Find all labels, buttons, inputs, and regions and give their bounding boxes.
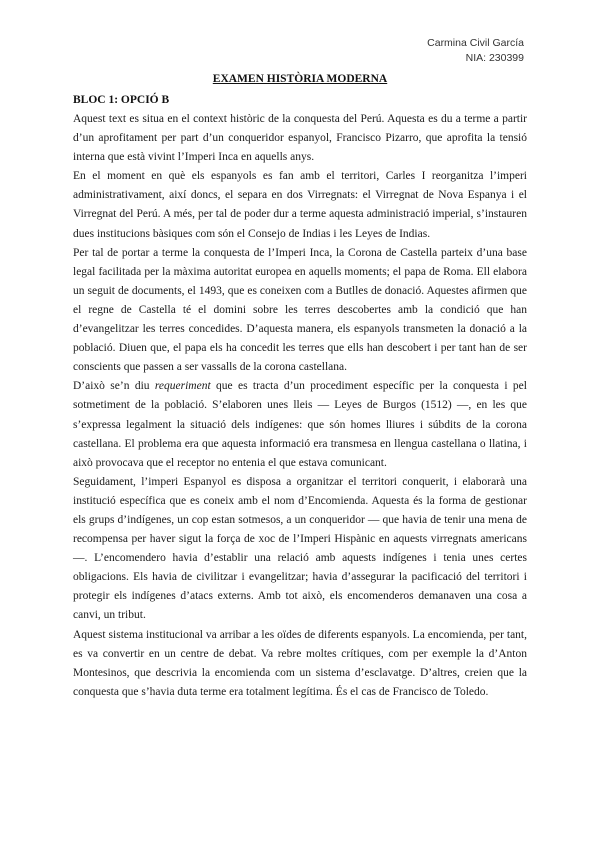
document-title: EXAMEN HISTÒRIA MODERNA xyxy=(212,73,388,85)
paragraph-4-start: D’això se’n diu xyxy=(73,380,155,393)
document-body xyxy=(73,110,527,702)
paragraph-2: En el moment en què els espanyols es fan amb el territori, Carles I reorganitza l’imperi administrativament, així doncs, el separa en dos Virregnats: el Virregnat de Nova Espanya i el Virregnat del Perú. A més, per tal de poder dur a terme aquesta administració imperial, s’instauren dues institucions bàsiques com són el Consejo de Indias i les Leyes de Indias. xyxy=(73,170,527,240)
paragraph-4-rest: que es tracta d’un procediment específic per la conquesta i pel sotmetiment de la població. S’elaboren unes lleis — Leyes de Burgos (1512) —, en les que s’expressa legalment la situació dels indígenes: que són homes lliures i súbdits de la corona castellana. El problema era que aquesta informació era transmesa en llengua castellana o llatina, i això provocava que el receptor no entenia el que estava comunicant. xyxy=(73,380,527,469)
paragraph-4 xyxy=(73,377,527,472)
italic-term: requeriment xyxy=(154,380,211,393)
author-header xyxy=(427,36,524,66)
paragraph-5: Seguidament, l’imperi Espanyol es disposa a organitzar el territori conquerit, i elaborarà una institució específica que es coneix amb el nom d’Encomienda. Aquesta és la forma de gestionar els grups d’indígenes, un cop estan sotmesos, a un conqueridor — que havia de tenir una mena de recompensa per haver sigut la força de xoc de l’Imperi Hispànic en aquests virregnats americans—. L’encomendero havia d’establir una relació amb aquests indígenes i tenia unes certes obligacions. Els havia de civilitzar i evangelitzar; havia d’assegurar la pacificació del territori i protegir els indígenes d’atacs externs. Amb tot això, els encomenderos demanaven una cosa a canvi, un tribut. xyxy=(73,475,527,622)
paragraph-6: Aquest sistema institucional va arribar a les oïdes de diferents espanyols. La encomienda, per tant, es va convertir en un centre de debat. Va rebre moltes crítiques, com per exemple la d’Anton Montesinos, que descrivia la encomienda com un sistema d’esclavatge. D’altres, creien que la conquesta que s’havia duta terme era totalment legítima. És el cas de Francisco de Toledo. xyxy=(73,628,527,698)
student-id: NIA: 230399 xyxy=(465,52,524,64)
author-name: Carmina Civil García xyxy=(427,37,524,49)
section-heading: BLOC 1: OPCIÓ B xyxy=(73,94,170,106)
paragraph-1: Aquest text es situa en el context històric de la conquesta del Perú. Aquesta es du a terme a partir d’un aprofitament per part d’un conqueridor espanyol, Francisco Pizarro, que aprofita la tensió interna que està vivint l’Imperi Inca en aquells anys. xyxy=(73,113,527,164)
paragraph-3: Per tal de portar a terme la conquesta de l’Imperi Inca, la Corona de Castella parteix d’una base legal facilitada per la màxima autoritat europea en aquells moments; el papa de Roma. Ell elabora un seguit de documents, el 1493, que es coneixen com a Butlles de donació. Aquestes afirmen que el regne de Castella té el domini sobre les terres descobertes amb la condició que han d’evangelitzar les terres concedides. D’aquesta manera, els espanyols transmeten la donació a la població. Diuen que, el papa els ha concedit les terres que ells han descobert i per tant han de ser conscients que passen a ser vassalls de la corona castellana. xyxy=(73,246,527,374)
